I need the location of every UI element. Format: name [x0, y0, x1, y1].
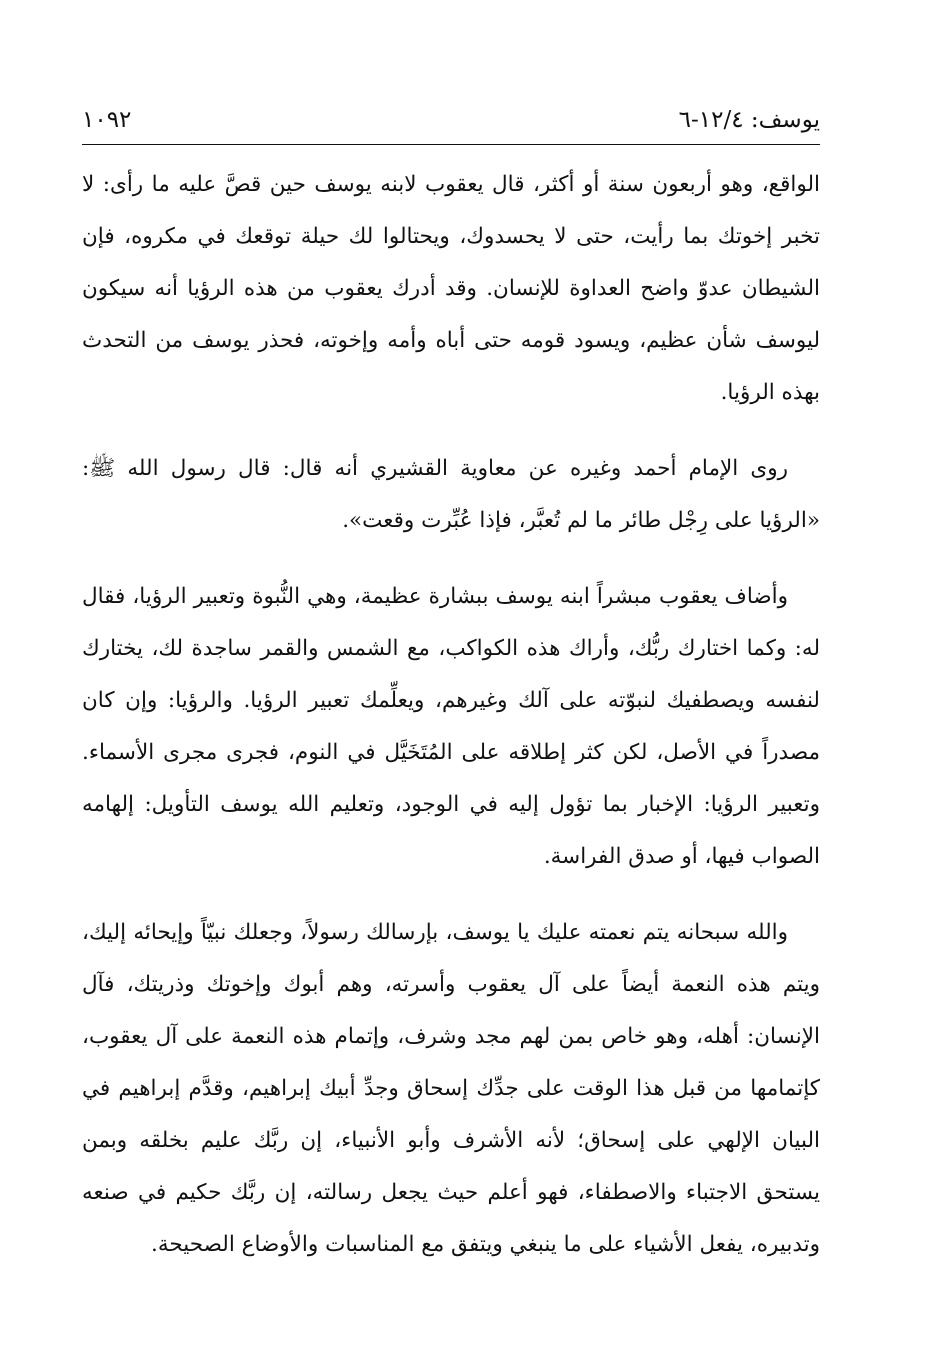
page-number: ١٠٩٢	[82, 107, 132, 133]
paragraph-2: روى الإمام أحمد وغيره عن معاوية القشيري أنه قال: قال رسول الله ﷺ: «الرؤيا على رِجْل طائر ما لم تُعبَّر، فإذا عُبِّرت وقعت».	[82, 456, 820, 533]
book-page	[82, 100, 820, 1295]
page-body	[82, 159, 820, 1271]
paragraph-1: الواقع، وهو أربعون سنة أو أكثر، قال يعقوب لابنه يوسف حين قصَّ عليه ما رأى: لا تخبر إخوتك بما رأيت، حتى لا يحسدوك، ويحتالوا لك حيلة توقعك في مكروه، فإن الشيطان عدوّ واضح العداوة للإنسان. وقد أدرك يعقوب من هذه الرؤيا أنه سيكون ليوسف شأن عظيم، ويسود قومه حتى أباه وأمه وإخوته، فحذر يوسف من التحدث بهذه الرؤيا.	[82, 172, 820, 405]
running-header	[82, 100, 820, 140]
surah-reference: يوسف: ١٢/٤-٦	[678, 107, 820, 133]
paragraph-4: والله سبحانه يتم نعمته عليك يا يوسف، بإرسالك رسولاً، وجعلك نبيّاً وإيحائه إليك، ويتم هذه النعمة أيضاً على آل يعقوب وأسرته، وهم أبوك وإخوتك وذريتك، فآل الإنسان: أهله، وهو خاص بمن لهم مجد وشرف، وإتمام هذه النعمة على آل يعقوب، كإتمامها من قبل هذا الوقت على جدِّك إسحاق وجدِّ أبيك إبراهيم، وقدَّم إبراهيم في البيان الإلهي على إسحاق؛ لأنه الأشرف وأبو الأنبياء، إن ربَّك عليم بخلقه وبمن يستحق الاجتباء والاصطفاء، فهو أعلم حيث يجعل رسالته، إن ربَّك حكيم في صنعه وتدبيره، يفعل الأشياء على ما ينبغي ويتفق مع المناسبات والأوضاع الصحيحة.	[82, 920, 820, 1257]
paragraph-3: وأضاف يعقوب مبشراً ابنه يوسف ببشارة عظيمة، وهي النُّبوة وتعبير الرؤيا، فقال له: وكما اختارك ربُّك، وأراك هذه الكواكب، مع الشمس والقمر ساجدة لك، يختارك لنفسه ويصطفيك لنبوّته على آلك وغيرهم، ويعلِّمك تعبير الرؤيا. والرؤيا: وإن كان مصدراً في الأصل، لكن كثر إطلاقه على المُتَخَيَّل في النوم، فجرى مجرى الأسماء. وتعبير الرؤيا: الإخبار بما تؤول إليه في الوجود، وتعليم الله يوسف التأويل: إلهامه الصواب فيها، أو صدق الفراسة.	[82, 584, 820, 869]
header-rule	[82, 144, 820, 145]
